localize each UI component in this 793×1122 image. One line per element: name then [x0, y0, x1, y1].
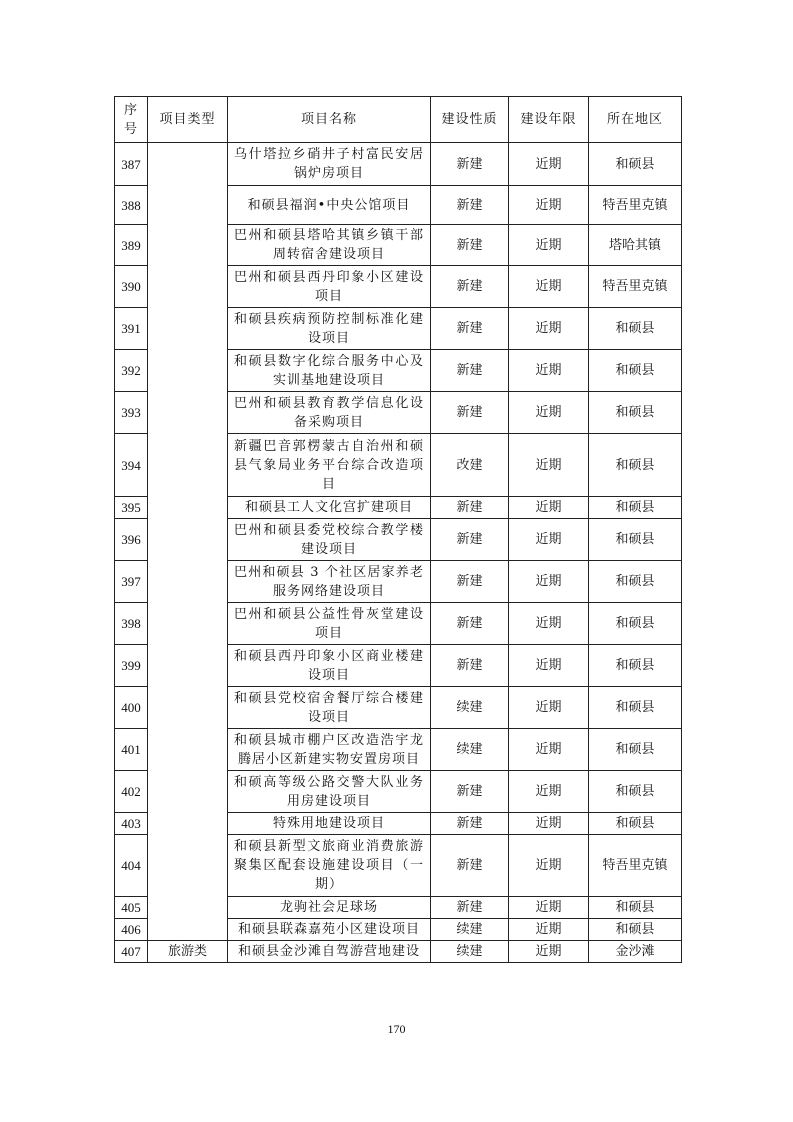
row-location: 和硕县 — [589, 813, 682, 835]
row-nature: 续建 — [431, 919, 509, 941]
row-nature: 改建 — [431, 434, 509, 497]
row-name: 乌什塔拉乡硝井子村富民安居锅炉房项目 — [228, 143, 431, 186]
header-category: 项目类型 — [148, 97, 228, 143]
row-location: 和硕县 — [589, 561, 682, 603]
row-nature: 新建 — [431, 350, 509, 392]
header-nature: 建设性质 — [431, 97, 509, 143]
row-nature: 新建 — [431, 186, 509, 225]
row-period: 近期 — [509, 308, 589, 350]
page-number: 170 — [387, 1022, 406, 1036]
row-nature: 新建 — [431, 497, 509, 519]
row-location: 和硕县 — [589, 350, 682, 392]
row-nature: 新建 — [431, 561, 509, 603]
row-nature: 新建 — [431, 897, 509, 919]
row-period: 近期 — [509, 729, 589, 771]
row-period: 近期 — [509, 225, 589, 266]
row-index: 405 — [115, 897, 148, 919]
row-nature: 新建 — [431, 835, 509, 897]
row-name: 和硕县新型文旅商业消费旅游聚集区配套设施建设项目（一期） — [228, 835, 431, 897]
row-period: 近期 — [509, 266, 589, 308]
row-nature: 新建 — [431, 771, 509, 813]
row-period: 近期 — [509, 919, 589, 941]
row-name: 巴州和硕县 3 个社区居家养老服务网络建设项目 — [228, 561, 431, 603]
row-period: 近期 — [509, 813, 589, 835]
row-index: 396 — [115, 519, 148, 561]
row-index: 391 — [115, 308, 148, 350]
row-location: 和硕县 — [589, 645, 682, 687]
row-location: 金沙滩 — [589, 941, 682, 963]
header-location: 所在地区 — [589, 97, 682, 143]
row-name: 龙驹社会足球场 — [228, 897, 431, 919]
row-period: 近期 — [509, 835, 589, 897]
project-table — [114, 96, 682, 963]
row-location: 和硕县 — [589, 919, 682, 941]
row-index: 398 — [115, 603, 148, 645]
row-name: 巴州和硕县教育教学信息化设备采购项目 — [228, 392, 431, 434]
row-name: 和硕县疾病预防控制标准化建设项目 — [228, 308, 431, 350]
row-period: 近期 — [509, 186, 589, 225]
row-name: 巴州和硕县公益性骨灰堂建设项目 — [228, 603, 431, 645]
row-index: 400 — [115, 687, 148, 729]
row-period: 近期 — [509, 941, 589, 963]
row-nature: 新建 — [431, 225, 509, 266]
row-category-cell — [148, 143, 228, 941]
row-period: 近期 — [509, 497, 589, 519]
row-location: 和硕县 — [589, 519, 682, 561]
row-nature: 续建 — [431, 687, 509, 729]
row-period: 近期 — [509, 143, 589, 186]
row-name: 巴州和硕县塔哈其镇乡镇干部周转宿舍建设项目 — [228, 225, 431, 266]
row-period: 近期 — [509, 434, 589, 497]
row-nature: 续建 — [431, 941, 509, 963]
row-location: 和硕县 — [589, 687, 682, 729]
row-name: 和硕县工人文化宫扩建项目 — [228, 497, 431, 519]
header-index: 序号 — [115, 97, 148, 143]
row-nature: 新建 — [431, 266, 509, 308]
row-name: 巴州和硕县委党校综合教学楼建设项目 — [228, 519, 431, 561]
row-index: 404 — [115, 835, 148, 897]
row-name: 和硕县城市棚户区改造浩宇龙腾居小区新建实物安置房项目 — [228, 729, 431, 771]
row-location: 和硕县 — [589, 603, 682, 645]
row-nature: 新建 — [431, 308, 509, 350]
row-index: 403 — [115, 813, 148, 835]
row-index: 401 — [115, 729, 148, 771]
row-name: 和硕县福润•中央公馆项目 — [228, 186, 431, 225]
row-name: 和硕县数字化综合服务中心及实训基地建设项目 — [228, 350, 431, 392]
row-name: 和硕高等级公路交警大队业务用房建设项目 — [228, 771, 431, 813]
row-location: 和硕县 — [589, 497, 682, 519]
row-location: 特吾里克镇 — [589, 186, 682, 225]
row-name: 和硕县联森嘉苑小区建设项目 — [228, 919, 431, 941]
row-index: 395 — [115, 497, 148, 519]
row-nature: 新建 — [431, 645, 509, 687]
row-index: 407 — [115, 941, 148, 963]
row-name: 和硕县西丹印象小区商业楼建设项目 — [228, 645, 431, 687]
row-location: 和硕县 — [589, 771, 682, 813]
table-row — [115, 941, 682, 963]
row-name: 和硕县金沙滩自驾游营地建设 — [228, 941, 431, 963]
row-period: 近期 — [509, 687, 589, 729]
table-header-row — [115, 97, 682, 143]
header-name: 项目名称 — [228, 97, 431, 143]
row-location: 和硕县 — [589, 308, 682, 350]
row-nature: 续建 — [431, 729, 509, 771]
row-index: 397 — [115, 561, 148, 603]
table-row — [115, 143, 682, 186]
header-period: 建设年限 — [509, 97, 589, 143]
row-category: 旅游类 — [148, 941, 228, 963]
row-index: 392 — [115, 350, 148, 392]
row-location: 和硕县 — [589, 729, 682, 771]
row-location: 和硕县 — [589, 434, 682, 497]
row-index: 399 — [115, 645, 148, 687]
row-name: 巴州和硕县西丹印象小区建设项目 — [228, 266, 431, 308]
row-period: 近期 — [509, 897, 589, 919]
row-name: 和硕县党校宿舍餐厅综合楼建设项目 — [228, 687, 431, 729]
row-nature: 新建 — [431, 603, 509, 645]
row-index: 388 — [115, 186, 148, 225]
row-name: 特殊用地建设项目 — [228, 813, 431, 835]
row-index: 402 — [115, 771, 148, 813]
row-index: 406 — [115, 919, 148, 941]
row-index: 393 — [115, 392, 148, 434]
row-location: 特吾里克镇 — [589, 835, 682, 897]
row-nature: 新建 — [431, 392, 509, 434]
row-nature: 新建 — [431, 813, 509, 835]
row-index: 394 — [115, 434, 148, 497]
row-period: 近期 — [509, 519, 589, 561]
row-nature: 新建 — [431, 519, 509, 561]
row-index: 390 — [115, 266, 148, 308]
row-index: 387 — [115, 143, 148, 186]
row-period: 近期 — [509, 392, 589, 434]
row-location: 和硕县 — [589, 897, 682, 919]
row-nature: 新建 — [431, 143, 509, 186]
row-location: 和硕县 — [589, 392, 682, 434]
row-location: 和硕县 — [589, 143, 682, 186]
row-index: 389 — [115, 225, 148, 266]
row-period: 近期 — [509, 603, 589, 645]
row-name: 新疆巴音郭楞蒙古自治州和硕县气象局业务平台综合改造项目 — [228, 434, 431, 497]
row-location: 塔哈其镇 — [589, 225, 682, 266]
row-period: 近期 — [509, 771, 589, 813]
row-location: 特吾里克镇 — [589, 266, 682, 308]
row-period: 近期 — [509, 350, 589, 392]
row-period: 近期 — [509, 645, 589, 687]
row-period: 近期 — [509, 561, 589, 603]
